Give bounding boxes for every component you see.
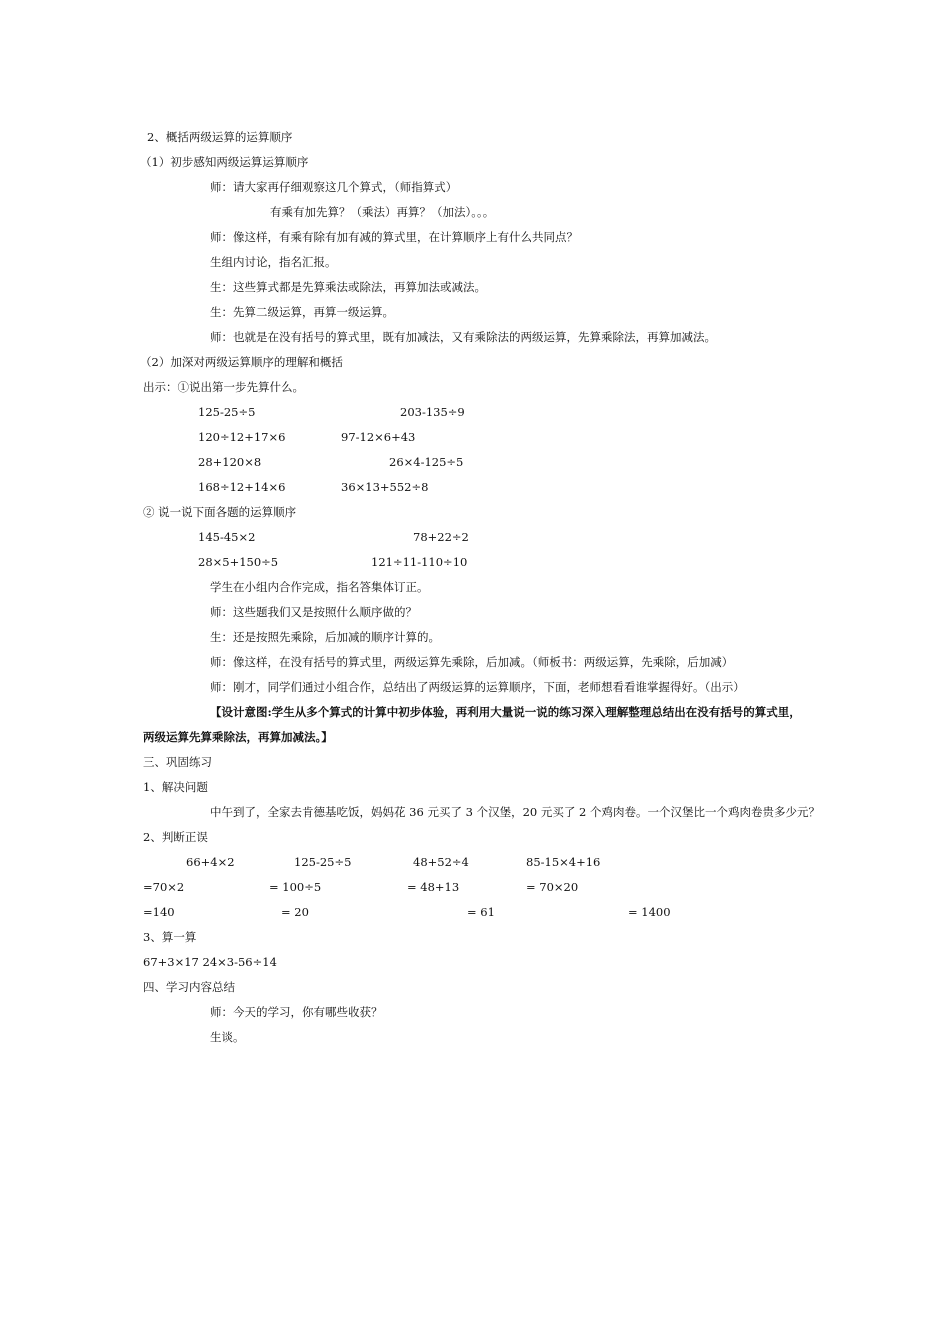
judge-step: = 70×20	[526, 880, 579, 894]
exercise-prompt-1: 出示：①说出第一步先算什么。	[143, 380, 304, 394]
judge-expression: 125-25÷5	[294, 855, 352, 869]
expression: 28×5+150÷5	[198, 555, 279, 569]
expression: 168÷12+14×6	[198, 480, 286, 494]
judge-result: = 1400	[628, 905, 671, 919]
expression: 120÷12+17×6	[198, 430, 286, 444]
section-3-heading: 三、巩固练习	[143, 755, 212, 769]
expression: 26×4-125÷5	[389, 455, 464, 469]
dialog-line: 师：刚才，同学们通过小组合作，总结出了两级运算的运算顺序，下面，老师想看看谁掌握得好。（出示）	[210, 680, 745, 694]
expression: 28+120×8	[198, 455, 262, 469]
summary-line: 生谈。	[210, 1030, 245, 1044]
dialog-line: 生：先算二级运算，再算一级运算。	[210, 305, 394, 319]
dialog-line: 生：这些算式都是先算乘法或除法，再算加法或减法。	[210, 280, 486, 294]
judge-result: =140	[143, 905, 175, 919]
expression: 145-45×2	[198, 530, 256, 544]
judge-step: = 48+13	[407, 880, 460, 894]
item-3-heading: 3、算一算	[143, 930, 197, 944]
expression: 121÷11-110÷10	[371, 555, 468, 569]
judge-step: =70×2	[143, 880, 185, 894]
judge-result: = 20	[281, 905, 309, 919]
subheading-2: （2）加深对两级运算顺序的理解和概括	[140, 355, 343, 369]
judge-result: = 61	[467, 905, 495, 919]
summary-line: 师：今天的学习，你有哪些收获？	[210, 1005, 383, 1019]
dialog-line: 师：请大家再仔细观察这几个算式，（师指算式）	[210, 180, 458, 194]
dialog-line: 学生在小组内合作完成，指名答集体订正。	[210, 580, 429, 594]
design-intent-cont: 两级运算先算乘除法，再算加减法。】	[143, 730, 333, 744]
design-intent: 【设计意图:学生从多个算式的计算中初步体验，再利用大量说一说的练习深入理解整理总结出在没有括号的算式里，	[210, 705, 801, 719]
dialog-line: 师：像这样，有乘有除有加有减的算式里，在计算顺序上有什么共同点？	[210, 230, 578, 244]
dialog-line: 有乘有加先算？（乘法）再算？（加法）。。。	[270, 205, 495, 219]
item-2-heading: 2、判断正误	[143, 830, 208, 844]
judge-expression: 85-15×4+16	[526, 855, 601, 869]
dialog-line: 生组内讨论，指名汇报。	[210, 255, 337, 269]
judge-expression: 66+4×2	[186, 855, 235, 869]
exercise-prompt-2: ② 说一说下面各题的运算顺序	[143, 505, 297, 519]
dialog-line: 师：也就是在没有括号的算式里，既有加减法，又有乘除法的两级运算，先算乘除法，再算加减法。	[210, 330, 716, 344]
expression: 36×13+552÷8	[341, 480, 429, 494]
judge-step: = 100÷5	[269, 880, 322, 894]
item-1-heading: 1、解决问题	[143, 780, 208, 794]
dialog-line: 师：像这样，在没有括号的算式里，两级运算先乘除，后加减。（师板书：两级运算，先乘除，后加减）	[210, 655, 734, 669]
calc-expressions: 67+3×17 24×3-56÷14	[143, 955, 277, 969]
heading-2: 2、概括两级运算的运算顺序	[147, 130, 293, 144]
expression: 97-12×6+43	[341, 430, 416, 444]
section-4-heading: 四、学习内容总结	[143, 980, 235, 994]
dialog-line: 师：这些题我们又是按照什么顺序做的？	[210, 605, 417, 619]
judge-expression: 48+52÷4	[413, 855, 469, 869]
dialog-line: 生：还是按照先乘除，后加减的顺序计算的。	[210, 630, 440, 644]
expression: 125-25÷5	[198, 405, 256, 419]
subheading-1: （1）初步感知两级运算运算顺序	[140, 155, 309, 169]
expression: 78+22÷2	[413, 530, 469, 544]
expression: 203-135÷9	[400, 405, 465, 419]
word-problem: 中午到了，全家去肯德基吃饭，妈妈花 36 元买了 3 个汉堡，20 元买了 2 个鸡肉卷。一个汉堡比一个鸡肉卷贵多少元？	[210, 805, 820, 819]
